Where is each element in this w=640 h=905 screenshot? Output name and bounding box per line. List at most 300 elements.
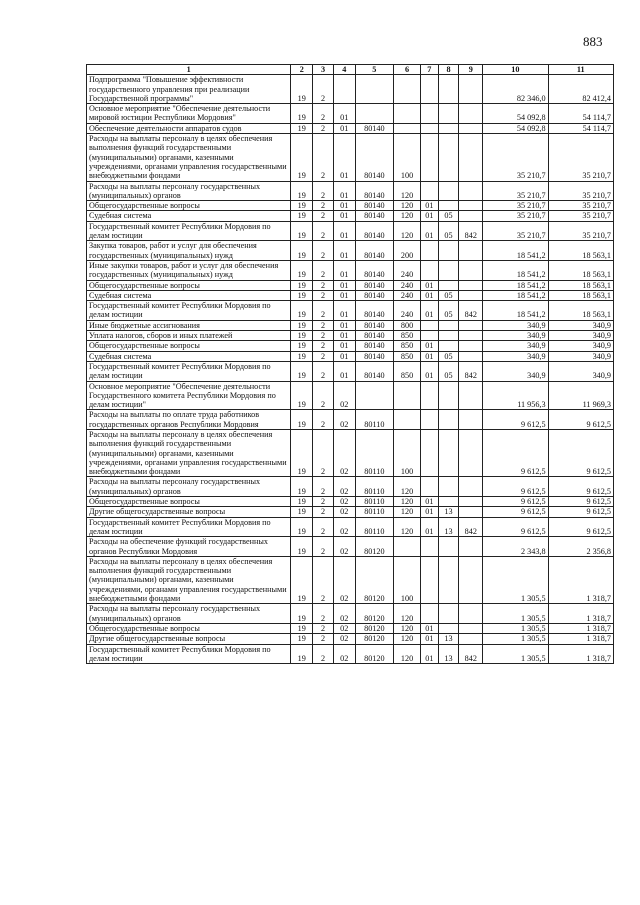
amount-cell: 2 343,8	[483, 537, 548, 557]
code-cell: 02	[333, 507, 355, 517]
page-number: 883	[583, 34, 603, 49]
code-cell: 01	[333, 351, 355, 361]
code-cell: 01	[333, 361, 355, 381]
code-cell	[459, 104, 483, 124]
code-cell	[459, 634, 483, 644]
row-label: Иные бюджетные ассигнования	[87, 320, 291, 330]
code-cell: 850	[394, 351, 421, 361]
code-cell: 80110	[355, 410, 393, 430]
code-cell	[459, 556, 483, 603]
row-label: Основное мероприятие "Обеспечение деятельности мировой юстиции Республики Мордовия"	[87, 104, 291, 124]
amount-cell: 1 318,7	[548, 604, 613, 624]
code-cell: 01	[333, 221, 355, 241]
amount-cell: 1 305,5	[483, 644, 548, 664]
amount-cell: 9 612,5	[483, 410, 548, 430]
table-row	[87, 341, 614, 351]
code-cell	[438, 477, 459, 497]
code-cell	[459, 75, 483, 104]
code-cell: 02	[333, 623, 355, 633]
table-row	[87, 201, 614, 211]
row-label: Государственный комитет Республики Мордовия по делам юстиции	[87, 301, 291, 321]
row-label: Иные закупки товаров, работ и услуг для обеспечения государственных (муниципальных) нужд	[87, 260, 291, 280]
code-cell	[438, 104, 459, 124]
code-cell: 19	[291, 181, 313, 201]
code-cell	[459, 123, 483, 133]
code-cell	[438, 320, 459, 330]
code-cell: 240	[394, 301, 421, 321]
code-cell	[459, 280, 483, 290]
code-cell: 2	[313, 497, 334, 507]
amount-cell: 340,9	[483, 361, 548, 381]
code-cell: 19	[291, 634, 313, 644]
code-cell	[438, 537, 459, 557]
code-cell: 01	[421, 361, 439, 381]
amount-cell: 35 210,7	[548, 211, 613, 221]
code-cell	[459, 507, 483, 517]
row-label: Судебная система	[87, 351, 291, 361]
code-cell	[459, 134, 483, 181]
code-cell: 2	[313, 211, 334, 221]
code-cell	[459, 604, 483, 624]
code-cell: 200	[394, 241, 421, 261]
table-row	[87, 260, 614, 280]
code-cell: 80110	[355, 507, 393, 517]
code-cell: 800	[394, 320, 421, 330]
code-cell: 19	[291, 477, 313, 497]
code-cell: 19	[291, 320, 313, 330]
code-cell	[459, 429, 483, 476]
code-cell: 01	[333, 320, 355, 330]
table-row	[87, 351, 614, 361]
code-cell: 02	[333, 477, 355, 497]
code-cell: 01	[421, 507, 439, 517]
amount-cell: 18 563,1	[548, 301, 613, 321]
code-cell: 2	[313, 351, 334, 361]
code-cell: 01	[333, 104, 355, 124]
code-cell: 01	[333, 241, 355, 261]
row-label: Общегосударственные вопросы	[87, 341, 291, 351]
code-cell: 05	[438, 361, 459, 381]
code-cell	[459, 410, 483, 430]
code-cell: 01	[333, 181, 355, 201]
code-cell: 19	[291, 260, 313, 280]
code-cell: 19	[291, 497, 313, 507]
amount-cell: 18 563,1	[548, 260, 613, 280]
code-cell	[459, 320, 483, 330]
code-cell: 2	[313, 280, 334, 290]
code-cell	[355, 381, 393, 410]
table-row	[87, 429, 614, 476]
amount-cell: 340,9	[548, 320, 613, 330]
code-cell: 80140	[355, 351, 393, 361]
code-cell	[421, 331, 439, 341]
amount-cell: 1 305,5	[483, 604, 548, 624]
code-cell	[438, 201, 459, 211]
amount-cell: 9 612,5	[483, 497, 548, 507]
code-cell: 19	[291, 241, 313, 261]
code-cell	[421, 320, 439, 330]
amount-cell: 18 563,1	[548, 280, 613, 290]
code-cell: 120	[394, 181, 421, 201]
code-cell	[421, 104, 439, 124]
code-cell: 2	[313, 507, 334, 517]
row-label: Общегосударственные вопросы	[87, 623, 291, 633]
amount-cell: 340,9	[483, 341, 548, 351]
amount-cell: 9 612,5	[548, 410, 613, 430]
code-cell: 240	[394, 280, 421, 290]
code-cell	[438, 123, 459, 133]
code-cell: 850	[394, 331, 421, 341]
row-label: Расходы на выплаты по оплате труда работников государственных органов Республики Мордовия	[87, 410, 291, 430]
code-cell: 2	[313, 260, 334, 280]
table-row	[87, 604, 614, 624]
code-cell: 2	[313, 241, 334, 261]
code-cell	[438, 181, 459, 201]
code-cell	[394, 75, 421, 104]
code-cell	[421, 429, 439, 476]
code-cell: 2	[313, 301, 334, 321]
code-cell: 80140	[355, 331, 393, 341]
row-label: Закупка товаров, работ и услуг для обеспечения государственных (муниципальных) нужд	[87, 241, 291, 261]
code-cell: 120	[394, 517, 421, 537]
column-header: 10	[483, 65, 548, 75]
amount-cell: 9 612,5	[548, 429, 613, 476]
code-cell: 120	[394, 507, 421, 517]
code-cell: 842	[459, 517, 483, 537]
code-cell: 19	[291, 556, 313, 603]
code-cell: 19	[291, 104, 313, 124]
amount-cell: 340,9	[548, 351, 613, 361]
code-cell: 80140	[355, 221, 393, 241]
code-cell: 01	[421, 201, 439, 211]
code-cell: 100	[394, 556, 421, 603]
amount-cell: 340,9	[483, 351, 548, 361]
code-cell: 19	[291, 381, 313, 410]
code-cell: 2	[313, 410, 334, 430]
amount-cell: 82 412,4	[548, 75, 613, 104]
code-cell: 80120	[355, 623, 393, 633]
amount-cell: 340,9	[548, 361, 613, 381]
code-cell: 02	[333, 410, 355, 430]
code-cell: 19	[291, 361, 313, 381]
code-cell: 2	[313, 123, 334, 133]
code-cell: 80110	[355, 517, 393, 537]
code-cell	[438, 134, 459, 181]
column-header: 4	[333, 65, 355, 75]
code-cell: 2	[313, 201, 334, 211]
code-cell: 13	[438, 517, 459, 537]
amount-cell: 18 541,2	[483, 280, 548, 290]
code-cell	[459, 381, 483, 410]
amount-cell: 9 612,5	[483, 477, 548, 497]
code-cell	[438, 381, 459, 410]
code-cell	[394, 410, 421, 430]
row-label: Общегосударственные вопросы	[87, 497, 291, 507]
code-cell: 80140	[355, 241, 393, 261]
code-cell: 2	[313, 381, 334, 410]
column-header: 5	[355, 65, 393, 75]
code-cell: 2	[313, 634, 334, 644]
code-cell: 2	[313, 320, 334, 330]
table-row	[87, 644, 614, 664]
table-row	[87, 477, 614, 497]
column-header: 11	[548, 65, 613, 75]
code-cell: 02	[333, 634, 355, 644]
code-cell: 05	[438, 221, 459, 241]
code-cell: 842	[459, 301, 483, 321]
table-body	[87, 75, 614, 664]
code-cell: 13	[438, 634, 459, 644]
code-cell: 80110	[355, 429, 393, 476]
row-label: Расходы на выплаты персоналу в целях обеспечения выполнения функций государственными (муниципальными) органами, казенными учреждениями, органами управления государственными внебюджетными фондами	[87, 556, 291, 603]
code-cell: 120	[394, 497, 421, 507]
code-cell: 19	[291, 134, 313, 181]
table-row	[87, 556, 614, 603]
code-cell: 19	[291, 221, 313, 241]
code-cell: 19	[291, 290, 313, 300]
code-cell	[421, 556, 439, 603]
code-cell	[459, 623, 483, 633]
code-cell: 13	[438, 644, 459, 664]
table-row	[87, 290, 614, 300]
table-row	[87, 221, 614, 241]
amount-cell: 340,9	[483, 320, 548, 330]
code-cell: 240	[394, 260, 421, 280]
code-cell	[421, 381, 439, 410]
row-label: Расходы на выплаты персоналу государственных (муниципальных) органов	[87, 477, 291, 497]
code-cell: 2	[313, 623, 334, 633]
code-cell: 2	[313, 477, 334, 497]
amount-cell: 35 210,7	[548, 181, 613, 201]
header-row	[87, 65, 614, 75]
code-cell	[421, 241, 439, 261]
amount-cell: 340,9	[548, 331, 613, 341]
code-cell: 2	[313, 429, 334, 476]
amount-cell: 18 541,2	[483, 301, 548, 321]
row-label: Расходы на выплаты персоналу в целях обеспечения выполнения функций государственными (муниципальными) органами, казенными учреждениями, органами управления государственными внебюджетными фондами	[87, 134, 291, 181]
code-cell: 19	[291, 201, 313, 211]
amount-cell: 82 346,0	[483, 75, 548, 104]
code-cell: 850	[394, 341, 421, 351]
code-cell: 80140	[355, 301, 393, 321]
column-header: 1	[87, 65, 291, 75]
code-cell: 19	[291, 351, 313, 361]
amount-cell: 11 956,3	[483, 381, 548, 410]
code-cell: 120	[394, 201, 421, 211]
code-cell: 80120	[355, 556, 393, 603]
code-cell: 05	[438, 301, 459, 321]
amount-cell: 11 969,3	[548, 381, 613, 410]
code-cell	[333, 75, 355, 104]
code-cell: 120	[394, 634, 421, 644]
code-cell: 02	[333, 537, 355, 557]
table-row	[87, 181, 614, 201]
row-label: Другие общегосударственные вопросы	[87, 634, 291, 644]
row-label: Расходы на обеспечение функций государственных органов Республики Мордовия	[87, 537, 291, 557]
table-row	[87, 623, 614, 633]
amount-cell: 18 563,1	[548, 290, 613, 300]
code-cell: 19	[291, 429, 313, 476]
code-cell: 100	[394, 134, 421, 181]
code-cell: 850	[394, 361, 421, 381]
code-cell: 02	[333, 497, 355, 507]
code-cell: 02	[333, 517, 355, 537]
code-cell: 01	[333, 331, 355, 341]
code-cell: 2	[313, 537, 334, 557]
code-cell	[459, 497, 483, 507]
code-cell: 01	[333, 260, 355, 280]
amount-cell: 18 541,2	[483, 260, 548, 280]
amount-cell: 1 305,5	[483, 623, 548, 633]
code-cell: 2	[313, 604, 334, 624]
code-cell: 01	[421, 497, 439, 507]
code-cell: 2	[313, 361, 334, 381]
amount-cell: 340,9	[548, 341, 613, 351]
code-cell: 80140	[355, 320, 393, 330]
code-cell	[438, 556, 459, 603]
table-row	[87, 410, 614, 430]
code-cell: 19	[291, 623, 313, 633]
code-cell: 01	[421, 211, 439, 221]
code-cell	[421, 537, 439, 557]
row-label: Судебная система	[87, 290, 291, 300]
code-cell: 80140	[355, 361, 393, 381]
amount-cell: 35 210,7	[483, 201, 548, 211]
code-cell	[459, 477, 483, 497]
code-cell	[438, 623, 459, 633]
code-cell: 19	[291, 75, 313, 104]
code-cell: 01	[333, 201, 355, 211]
code-cell: 80110	[355, 477, 393, 497]
amount-cell: 9 612,5	[483, 429, 548, 476]
code-cell	[394, 104, 421, 124]
amount-cell: 54 114,7	[548, 104, 613, 124]
code-cell: 01	[421, 221, 439, 241]
code-cell	[355, 75, 393, 104]
code-cell: 01	[333, 301, 355, 321]
code-cell	[394, 381, 421, 410]
code-cell	[438, 75, 459, 104]
code-cell: 120	[394, 221, 421, 241]
code-cell	[459, 181, 483, 201]
code-cell	[459, 260, 483, 280]
code-cell	[421, 477, 439, 497]
row-label: Государственный комитет Республики Мордовия по делам юстиции	[87, 517, 291, 537]
code-cell: 05	[438, 211, 459, 221]
row-label: Общегосударственные вопросы	[87, 280, 291, 290]
code-cell	[438, 280, 459, 290]
table-row	[87, 634, 614, 644]
amount-cell: 35 210,7	[483, 221, 548, 241]
amount-cell: 18 541,2	[483, 241, 548, 261]
row-label: Общегосударственные вопросы	[87, 201, 291, 211]
amount-cell: 9 612,5	[483, 517, 548, 537]
code-cell: 19	[291, 507, 313, 517]
amount-cell: 9 612,5	[483, 507, 548, 517]
row-label: Расходы на выплаты персоналу государственных (муниципальных) органов	[87, 181, 291, 201]
row-label: Государственный комитет Республики Мордовия по делам юстиции	[87, 221, 291, 241]
code-cell: 80140	[355, 181, 393, 201]
code-cell: 842	[459, 221, 483, 241]
code-cell: 19	[291, 331, 313, 341]
row-label: Государственный комитет Республики Мордовия по делам юстиции	[87, 644, 291, 664]
code-cell: 80140	[355, 201, 393, 211]
table-row	[87, 497, 614, 507]
amount-cell: 9 612,5	[548, 477, 613, 497]
code-cell: 2	[313, 517, 334, 537]
code-cell: 120	[394, 623, 421, 633]
code-cell	[459, 351, 483, 361]
column-header: 7	[421, 65, 439, 75]
amount-cell: 1 305,5	[483, 556, 548, 603]
amount-cell: 1 318,7	[548, 556, 613, 603]
code-cell: 01	[333, 123, 355, 133]
code-cell: 19	[291, 123, 313, 133]
code-cell	[394, 537, 421, 557]
amount-cell: 9 612,5	[548, 517, 613, 537]
amount-cell: 1 318,7	[548, 623, 613, 633]
code-cell: 19	[291, 280, 313, 290]
row-label: Расходы на выплаты персоналу государственных (муниципальных) органов	[87, 604, 291, 624]
amount-cell: 340,9	[483, 331, 548, 341]
code-cell	[438, 497, 459, 507]
table-header	[87, 65, 614, 75]
code-cell: 2	[313, 221, 334, 241]
code-cell: 2	[313, 331, 334, 341]
code-cell: 02	[333, 429, 355, 476]
code-cell: 842	[459, 361, 483, 381]
code-cell	[394, 123, 421, 133]
amount-cell: 54 092,8	[483, 123, 548, 133]
row-label: Расходы на выплаты персоналу в целях обеспечения выполнения функций государственными (муниципальными) органами, казенными учреждениями, органами управления государственными внебюджетными фондами	[87, 429, 291, 476]
table-row	[87, 134, 614, 181]
code-cell: 2	[313, 181, 334, 201]
code-cell	[459, 341, 483, 351]
code-cell	[459, 537, 483, 557]
table-row	[87, 331, 614, 341]
code-cell: 02	[333, 644, 355, 664]
code-cell: 2	[313, 75, 334, 104]
code-cell: 120	[394, 644, 421, 664]
code-cell: 19	[291, 644, 313, 664]
code-cell	[459, 290, 483, 300]
code-cell	[421, 75, 439, 104]
table-row	[87, 507, 614, 517]
code-cell: 01	[333, 341, 355, 351]
amount-cell: 35 210,7	[483, 181, 548, 201]
table-row	[87, 123, 614, 133]
code-cell	[459, 201, 483, 211]
amount-cell: 1 318,7	[548, 644, 613, 664]
table-row	[87, 537, 614, 557]
code-cell: 13	[438, 507, 459, 517]
table-row	[87, 320, 614, 330]
code-cell: 01	[333, 280, 355, 290]
code-cell	[438, 410, 459, 430]
table-row	[87, 241, 614, 261]
code-cell: 01	[421, 623, 439, 633]
row-label: Обеспечение деятельности аппаратов судов	[87, 123, 291, 133]
code-cell: 19	[291, 537, 313, 557]
code-cell: 120	[394, 477, 421, 497]
code-cell	[438, 341, 459, 351]
row-label: Государственный комитет Республики Мордовия по делам юстиции	[87, 361, 291, 381]
code-cell: 01	[421, 517, 439, 537]
code-cell: 01	[421, 644, 439, 664]
code-cell	[459, 241, 483, 261]
code-cell: 01	[421, 351, 439, 361]
amount-cell: 54 114,7	[548, 123, 613, 133]
